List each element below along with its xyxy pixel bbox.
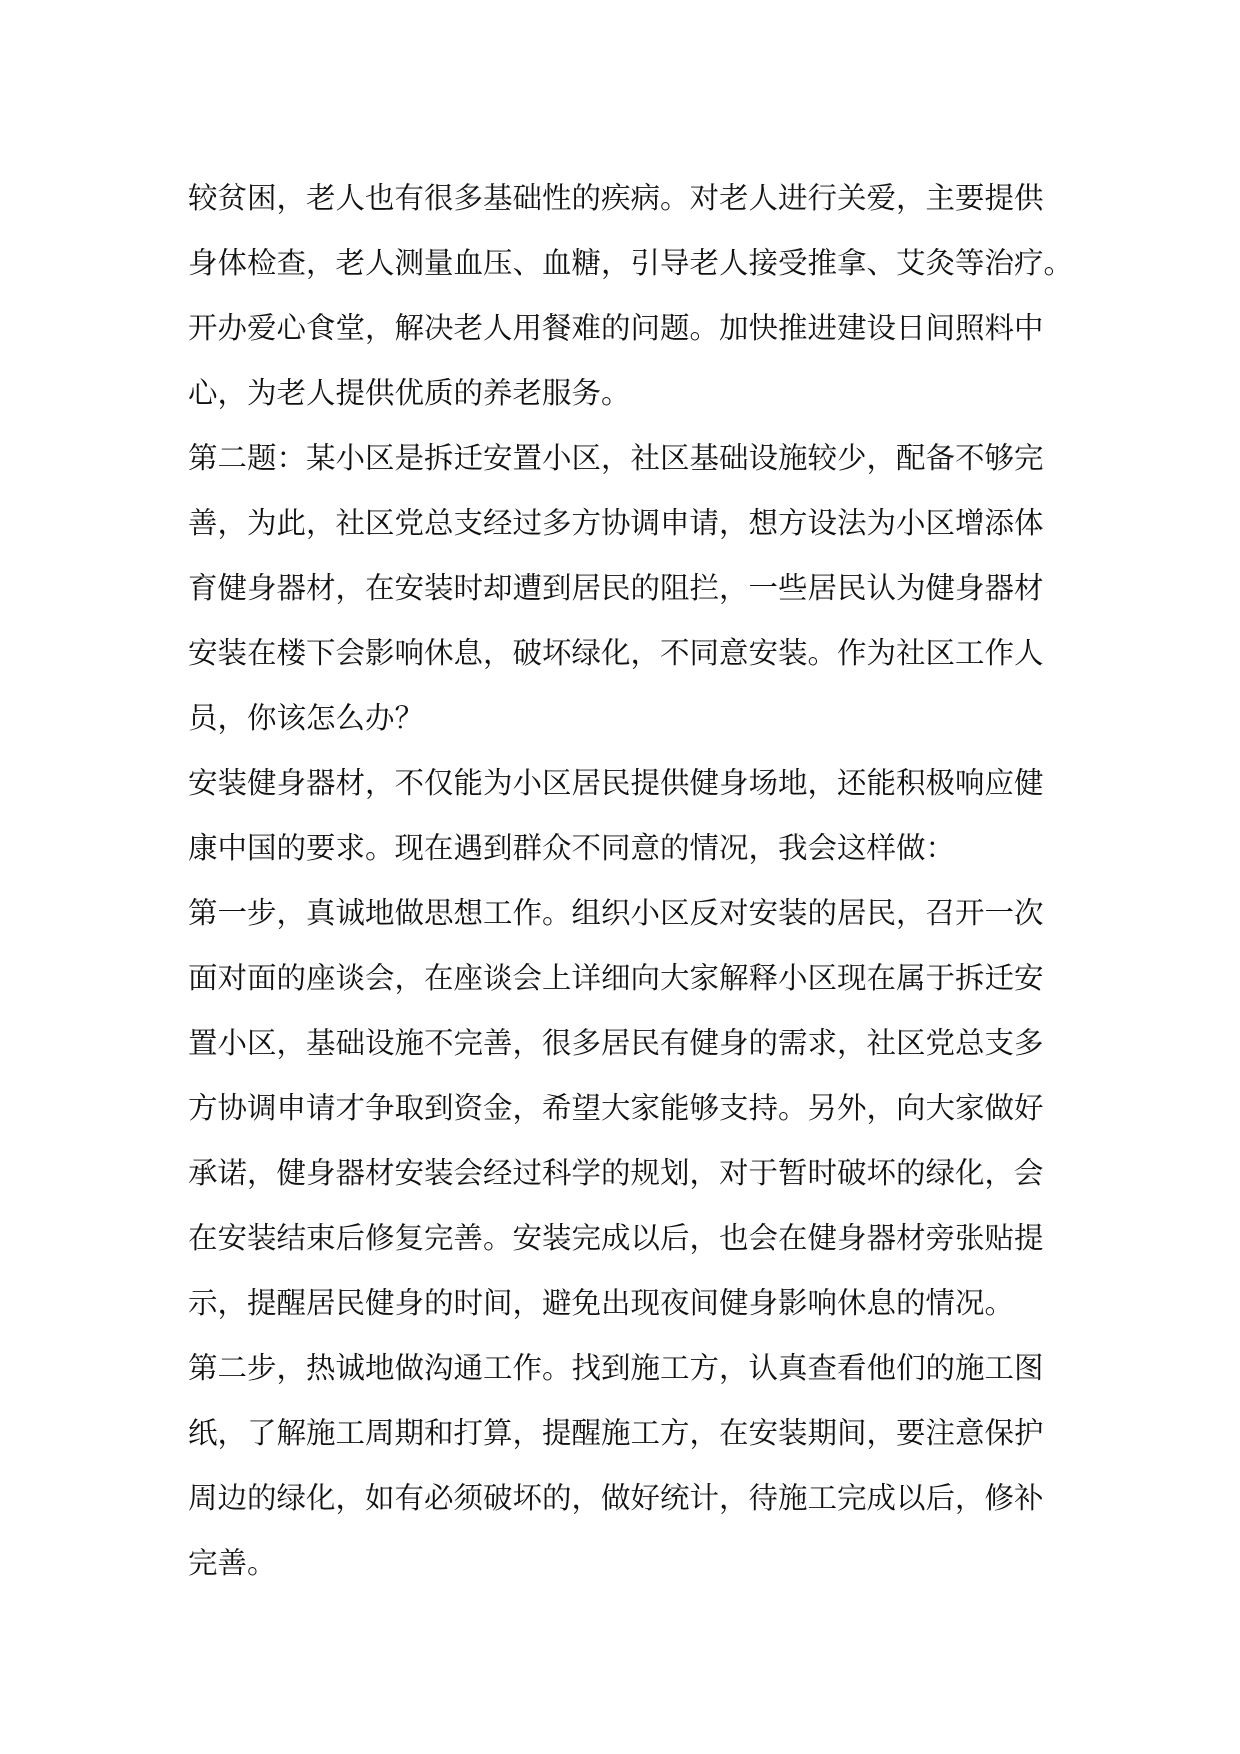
step-one-line: 第一步，真诚地做思想工作。组织小区反对安装的居民，召开一次	[188, 896, 1044, 930]
text-line: 较贫困，老人也有很多基础性的疾病。对老人进行关爱，主要提供	[188, 181, 1044, 215]
text-line: 安装在楼下会影响休息，破坏绿化，不同意安装。作为社区工作人	[188, 636, 1044, 670]
text-line: 育健身器材，在安装时却遭到居民的阻拦，一些居民认为健身器材	[188, 571, 1044, 605]
text-line: 周边的绿化，如有必须破坏的，做好统计，待施工完成以后，修补	[188, 1481, 1044, 1515]
text-line: 示，提醒居民健身的时间，避免出现夜间健身影响休息的情况。	[188, 1286, 1015, 1320]
text-line: 身体检查，老人测量血压、血糖，引导老人接受推拿、艾灸等治疗。	[188, 246, 1074, 280]
text-line: 承诺，健身器材安装会经过科学的规划，对于暂时破坏的绿化，会	[188, 1156, 1044, 1190]
text-line: 方协调申请才争取到资金，希望大家能够支持。另外，向大家做好	[188, 1091, 1044, 1125]
document-body	[188, 166, 1074, 1596]
text-line: 置小区，基础设施不完善，很多居民有健身的需求，社区党总支多	[188, 1026, 1044, 1060]
step-two-line: 第二步，热诚地做沟通工作。找到施工方，认真查看他们的施工图	[188, 1351, 1044, 1385]
text-line: 纸，了解施工周期和打算，提醒施工方，在安装期间，要注意保护	[188, 1416, 1044, 1450]
question-heading-line: 第二题：某小区是拆迁安置小区，社区基础设施较少，配备不够完	[188, 441, 1044, 475]
text-line: 面对面的座谈会，在座谈会上详细向大家解释小区现在属于拆迁安	[188, 961, 1044, 995]
text-line: 在安装结束后修复完善。安装完成以后，也会在健身器材旁张贴提	[188, 1221, 1044, 1255]
text-line: 康中国的要求。现在遇到群众不同意的情况，我会这样做：	[188, 831, 956, 865]
text-line: 心，为老人提供优质的养老服务。	[188, 376, 631, 410]
text-line: 安装健身器材，不仅能为小区居民提供健身场地，还能积极响应健	[188, 766, 1044, 800]
text-line: 善，为此，社区党总支经过多方协调申请，想方设法为小区增添体	[188, 506, 1044, 540]
text-line: 员，你该怎么办？	[188, 701, 425, 735]
text-line: 开办爱心食堂，解决老人用餐难的问题。加快推进建设日间照料中	[188, 311, 1044, 345]
text-line: 完善。	[188, 1546, 277, 1580]
